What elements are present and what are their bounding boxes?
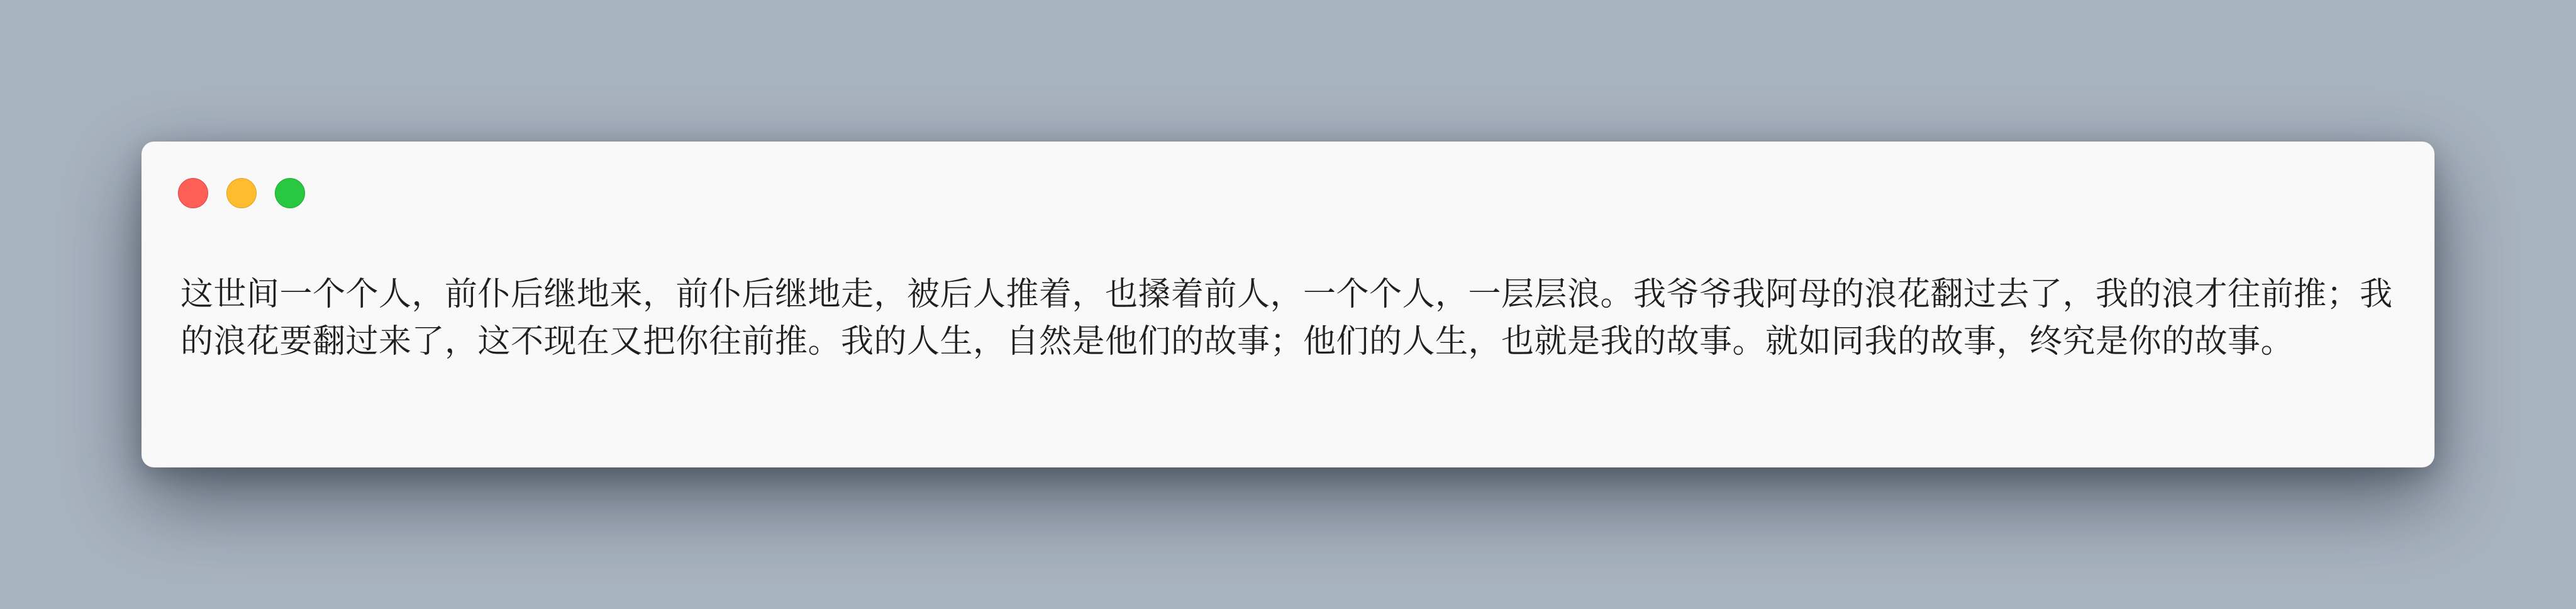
minimize-button[interactable] <box>226 178 257 208</box>
app-window <box>142 142 2434 467</box>
window-controls <box>178 178 305 210</box>
close-button[interactable] <box>178 178 208 208</box>
body-text: 这世间一个个人，前仆后继地来，前仆后继地走，被后人推着，也搡着前人，一个个人，一层层浪。我爷爷我阿母的浪花翻过去了，我的浪才往前推；我的浪花要翻过来了，这不现在又把你往前推。我的人生，自然是他们的故事；他们的人生，也就是我的故事。就如同我的故事，终究是你的故事。 <box>180 276 2393 360</box>
maximize-button[interactable] <box>275 178 305 208</box>
